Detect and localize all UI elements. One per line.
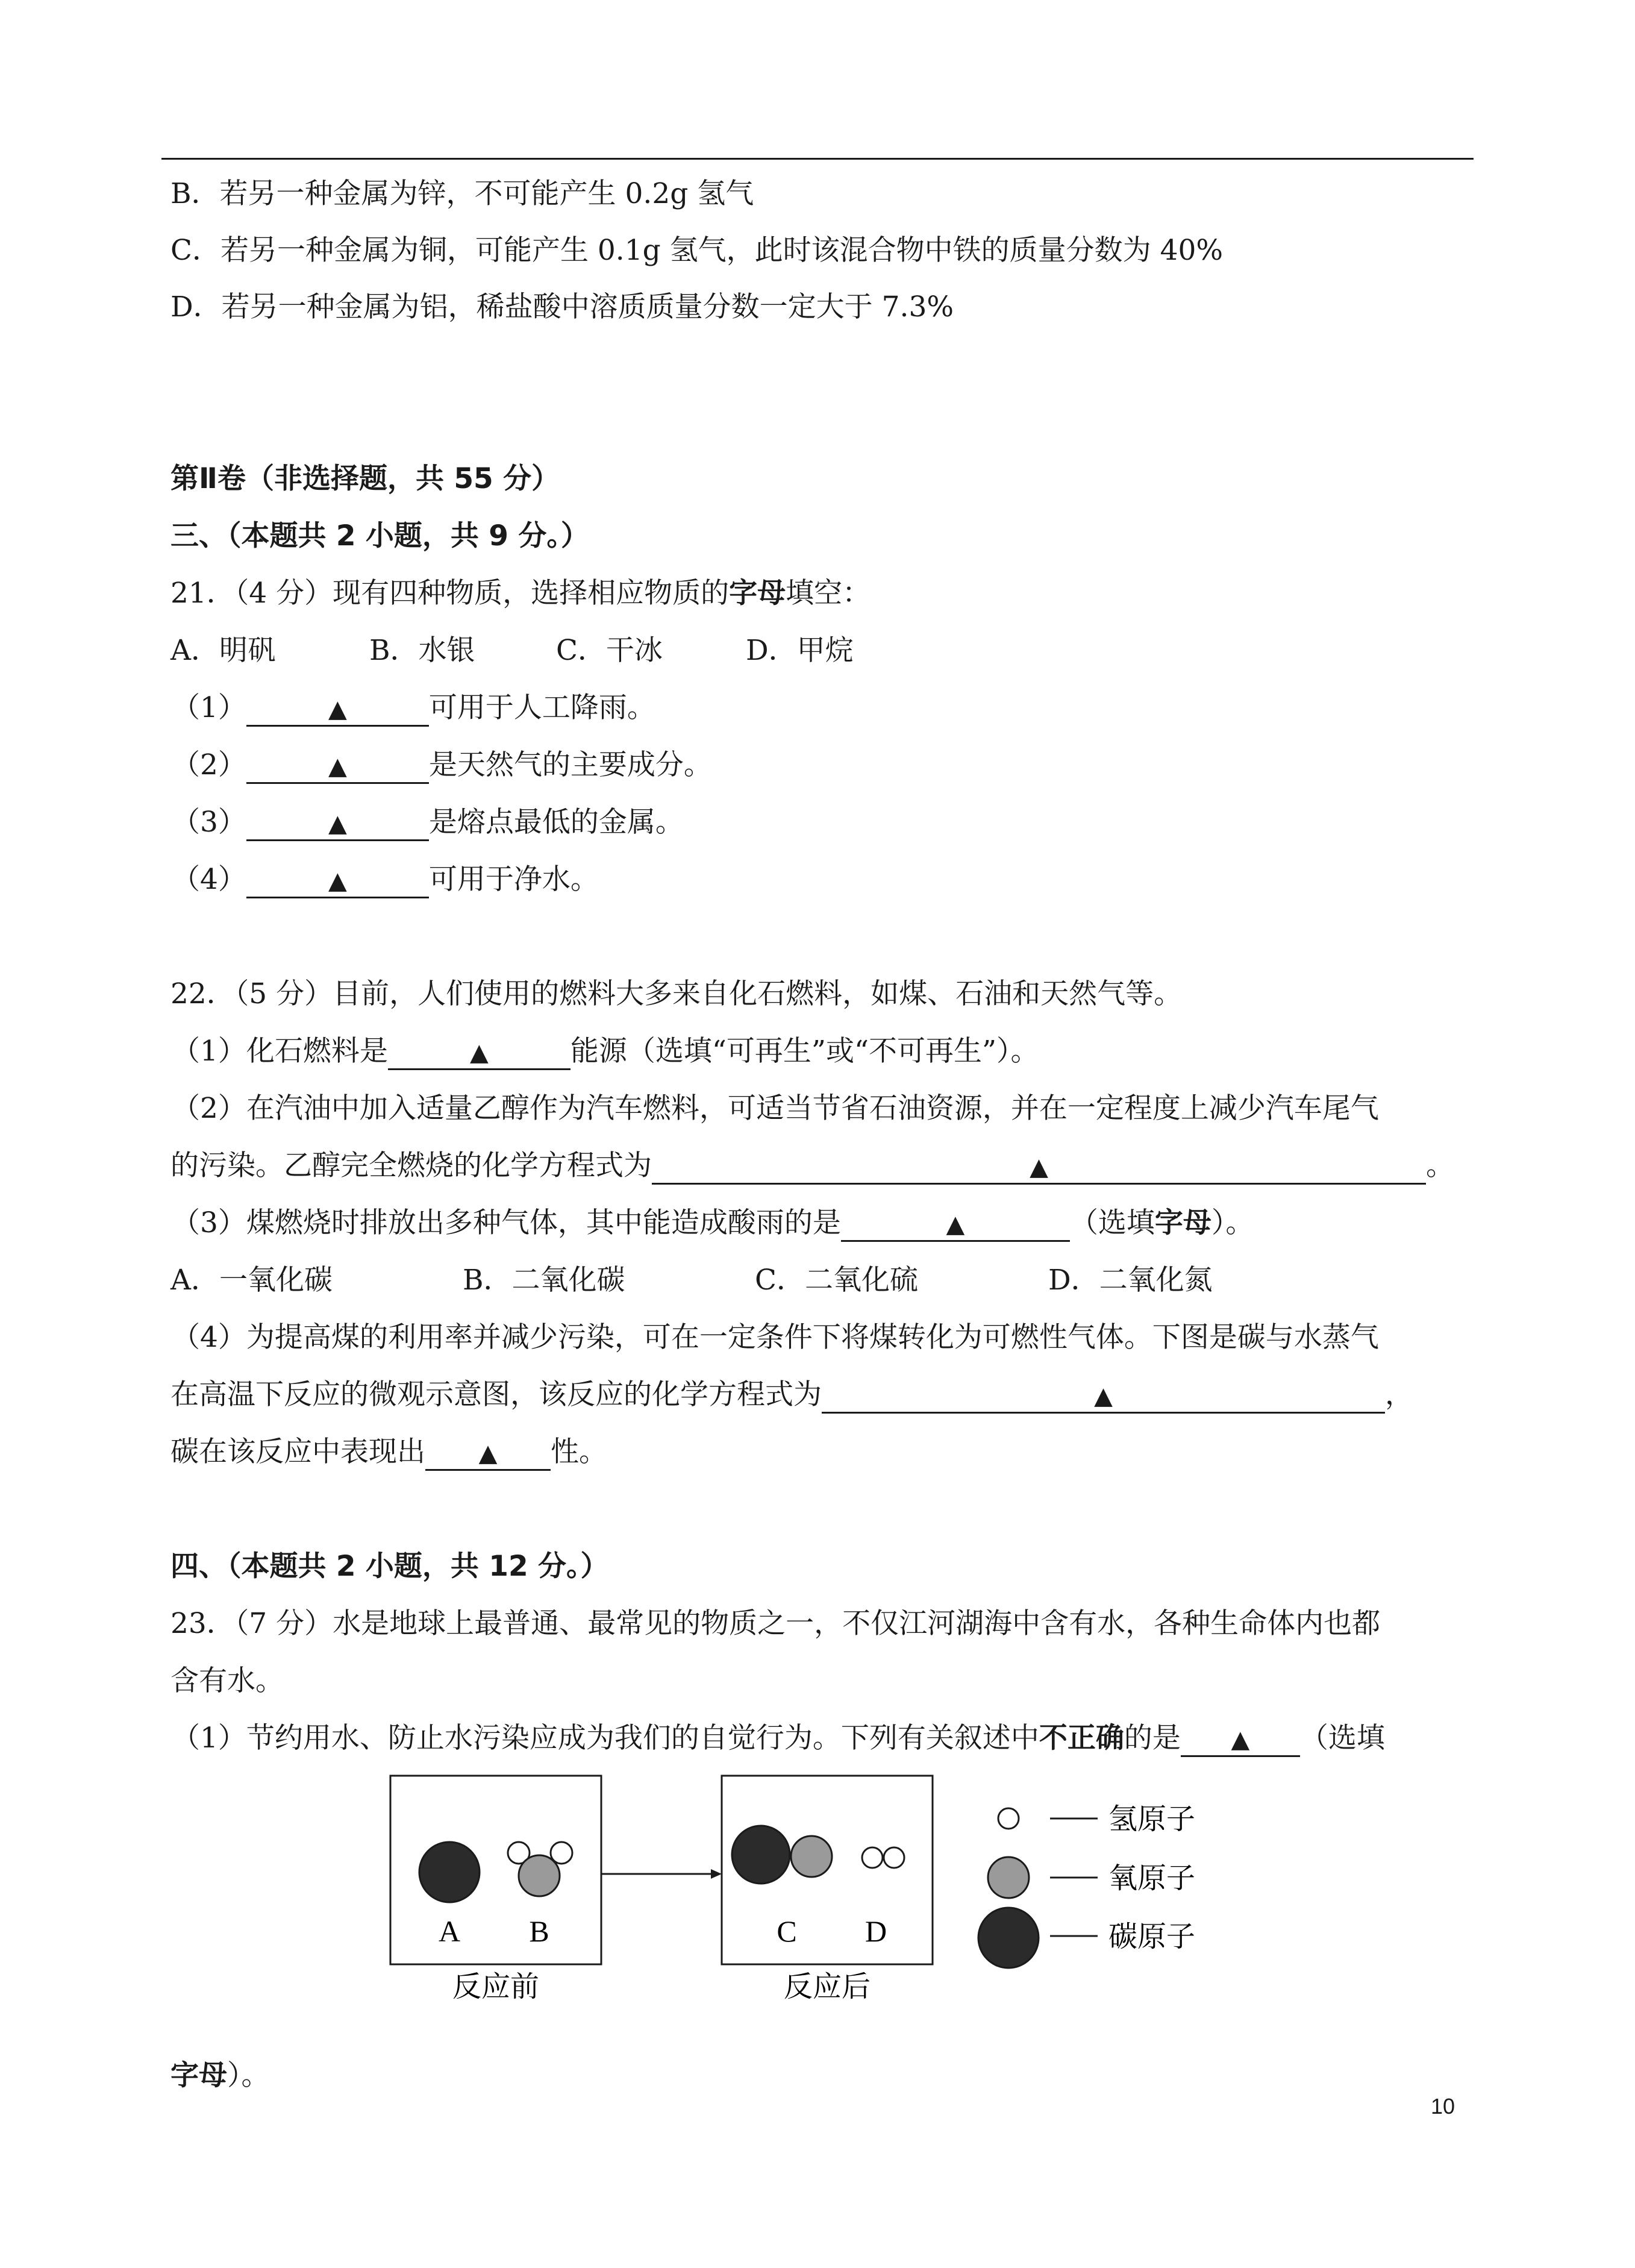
q21-options xyxy=(170,633,854,669)
label-b: B xyxy=(529,1914,549,1948)
answer-blank[interactable] xyxy=(388,1036,571,1070)
triangle-mark: ▲ xyxy=(478,1439,498,1467)
item-text: 是天然气的主要成分。 xyxy=(428,748,712,782)
item-number: （2） xyxy=(172,748,246,782)
answer-blank[interactable] xyxy=(652,1150,1426,1185)
q22-p4-tail: 性。 xyxy=(551,1435,607,1468)
q23-p1-mid: 的是 xyxy=(1124,1721,1181,1755)
item-text: 是熔点最低的金属。 xyxy=(428,806,684,839)
item-text: 可用于人工降雨。 xyxy=(428,691,655,724)
triangle-mark: ▲ xyxy=(328,695,347,723)
q22-option-b: B．二氧化碳 xyxy=(463,1264,625,1297)
q21-stem xyxy=(170,575,871,612)
q23-stem-line1: 23．（7 分）水是地球上最普通、最常见的物质之一，不仅江河湖海中含有水，各种生命体内也都 xyxy=(170,1607,1381,1640)
label-d: D xyxy=(864,1914,887,1948)
triangle-mark: ▲ xyxy=(328,810,347,838)
triangle-mark: ▲ xyxy=(470,1039,489,1067)
page-number: 10 xyxy=(1431,2094,1455,2119)
answer-blank[interactable] xyxy=(246,864,429,898)
answer-blank[interactable] xyxy=(246,692,429,727)
q21-option-c: C．干冰 xyxy=(556,634,663,667)
carbon-atom xyxy=(732,1826,790,1884)
q22-p3-end: ）。 xyxy=(1211,1206,1254,1239)
answer-blank[interactable] xyxy=(425,1436,551,1471)
option-d: D．若另一种金属为铝，稀盐酸中溶质质量分数一定大于 7.3% xyxy=(170,290,954,324)
q21-item-3 xyxy=(172,804,684,841)
legend-oxygen: 氧原子 xyxy=(1108,1862,1196,1894)
q23-p1-end-bold: 字母 xyxy=(170,2059,227,2092)
q21-item-2 xyxy=(172,747,712,784)
q22-part1 xyxy=(172,1033,1039,1070)
answer-blank[interactable] xyxy=(246,750,429,784)
q22-p2-end: 。 xyxy=(1426,1149,1454,1182)
q22-part2-line1: （2）在汽油中加入适量乙醇作为汽车燃料，可适当节省石油资源，并在一定程度上减少汽车尾气 xyxy=(172,1092,1379,1125)
q22-option-d: D．二氧化氮 xyxy=(1048,1264,1213,1297)
triangle-mark: ▲ xyxy=(328,867,347,895)
answer-blank[interactable] xyxy=(246,807,429,841)
q21-stem-text: 21．（4 分）现有四种物质，选择相应物质的 xyxy=(170,577,730,610)
caption-after: 反应后 xyxy=(783,1971,871,2003)
q21-option-d: D．甲烷 xyxy=(746,634,854,667)
q22-part2-line2 xyxy=(170,1148,1454,1185)
q22-option-a: A．一氧化碳 xyxy=(170,1264,333,1297)
q23-p1-tail: （选填 xyxy=(1299,1721,1385,1755)
triangle-mark: ▲ xyxy=(1231,1726,1250,1753)
header-rule xyxy=(161,158,1474,160)
legend-oxygen-icon xyxy=(988,1857,1029,1898)
legend-carbon-icon xyxy=(978,1908,1039,1968)
oxygen-atom xyxy=(519,1855,560,1896)
item-text: 可用于净水。 xyxy=(428,863,599,896)
answer-blank[interactable] xyxy=(841,1208,1070,1242)
q23-p1-bold: 不正确 xyxy=(1039,1721,1124,1755)
legend-hydrogen: 氢原子 xyxy=(1108,1803,1196,1835)
triangle-mark: ▲ xyxy=(328,753,347,780)
q23-p1-text: （1）节约用水、防止水污染应成为我们的自觉行为。下列有关叙述中 xyxy=(172,1721,1039,1755)
q21-option-a: A．明矾 xyxy=(170,634,276,667)
hydrogen-atom xyxy=(862,1847,883,1868)
hydrogen-atom xyxy=(884,1847,904,1868)
triangle-mark: ▲ xyxy=(1094,1382,1113,1410)
q21-item-4 xyxy=(172,862,599,898)
section4-title: 四、（本题共 2 小题，共 12 分。） xyxy=(170,1550,609,1583)
q21-stem-bold: 字母 xyxy=(729,577,786,610)
q22-p2-text: 的污染。乙醇完全燃烧的化学方程式为 xyxy=(170,1149,652,1182)
item-number: （4） xyxy=(172,863,246,896)
q23-part1 xyxy=(172,1720,1385,1757)
option-b: B．若另一种金属为锌，不可能产生 0.2g 氢气 xyxy=(170,177,754,210)
q22-p3-options xyxy=(170,1262,1213,1298)
q21-item-1 xyxy=(172,690,655,727)
q22-p3-tail: （选填 xyxy=(1069,1206,1155,1239)
q23-p1-end: ）。 xyxy=(227,2059,270,2092)
section3-title: 三、（本题共 2 小题，共 9 分。） xyxy=(170,519,589,553)
q22-part4-line1: （4）为提高煤的利用率并减少污染，可在一定条件下将煤转化为可燃性气体。下图是碳与水蒸气 xyxy=(172,1321,1379,1354)
legend-hydrogen-icon xyxy=(998,1808,1019,1829)
q22-part4-line3 xyxy=(170,1434,607,1471)
carbon-atom xyxy=(419,1842,480,1902)
q21-stem-tail: 填空： xyxy=(786,577,871,610)
q22-p3-bold: 字母 xyxy=(1154,1206,1211,1239)
q22-p4-text2: 碳在该反应中表现出 xyxy=(170,1435,425,1468)
item-number: （3） xyxy=(172,806,246,839)
q22-part3 xyxy=(172,1205,1254,1242)
label-c: C xyxy=(777,1914,797,1948)
q22-p1-text: （1）化石燃料是 xyxy=(172,1035,388,1068)
triangle-mark: ▲ xyxy=(946,1211,965,1238)
q22-p4-comma: ， xyxy=(1385,1378,1413,1411)
reaction-diagram xyxy=(380,1768,1295,2010)
part2-title: 第Ⅱ卷（非选择题，共 55 分） xyxy=(170,462,560,495)
q23-part1-end xyxy=(170,2058,270,2094)
arrow-head-icon xyxy=(711,1869,722,1879)
q23-stem-line2: 含有水。 xyxy=(170,1664,284,1697)
item-number: （1） xyxy=(172,691,246,724)
q22-p3-text: （3）煤燃烧时排放出多种气体，其中能造成酸雨的是 xyxy=(172,1206,841,1239)
q22-p4-text: 在高温下反应的微观示意图，该反应的化学方程式为 xyxy=(170,1378,822,1411)
q22-p1-tail: 能源（选填“可再生”或“不可再生”）。 xyxy=(570,1035,1039,1068)
answer-blank[interactable] xyxy=(822,1379,1385,1414)
answer-blank[interactable] xyxy=(1181,1723,1300,1757)
q22-option-c: C．二氧化硫 xyxy=(755,1264,918,1297)
oxygen-atom xyxy=(791,1836,832,1877)
q22-part4-line2 xyxy=(170,1377,1413,1414)
q21-option-b: B．水银 xyxy=(369,634,475,667)
option-c: C．若另一种金属为铜，可能产生 0.1g 氢气，此时该混合物中铁的质量分数为 40% xyxy=(170,234,1224,267)
legend-carbon: 碳原子 xyxy=(1108,1921,1196,1953)
label-a: A xyxy=(438,1914,461,1948)
q22-stem: 22．（5 分）目前，人们使用的燃料大多来自化石燃料，如煤、石油和天然气等。 xyxy=(170,977,1183,1010)
caption-before: 反应前 xyxy=(452,1971,540,2003)
triangle-mark: ▲ xyxy=(1030,1153,1048,1181)
